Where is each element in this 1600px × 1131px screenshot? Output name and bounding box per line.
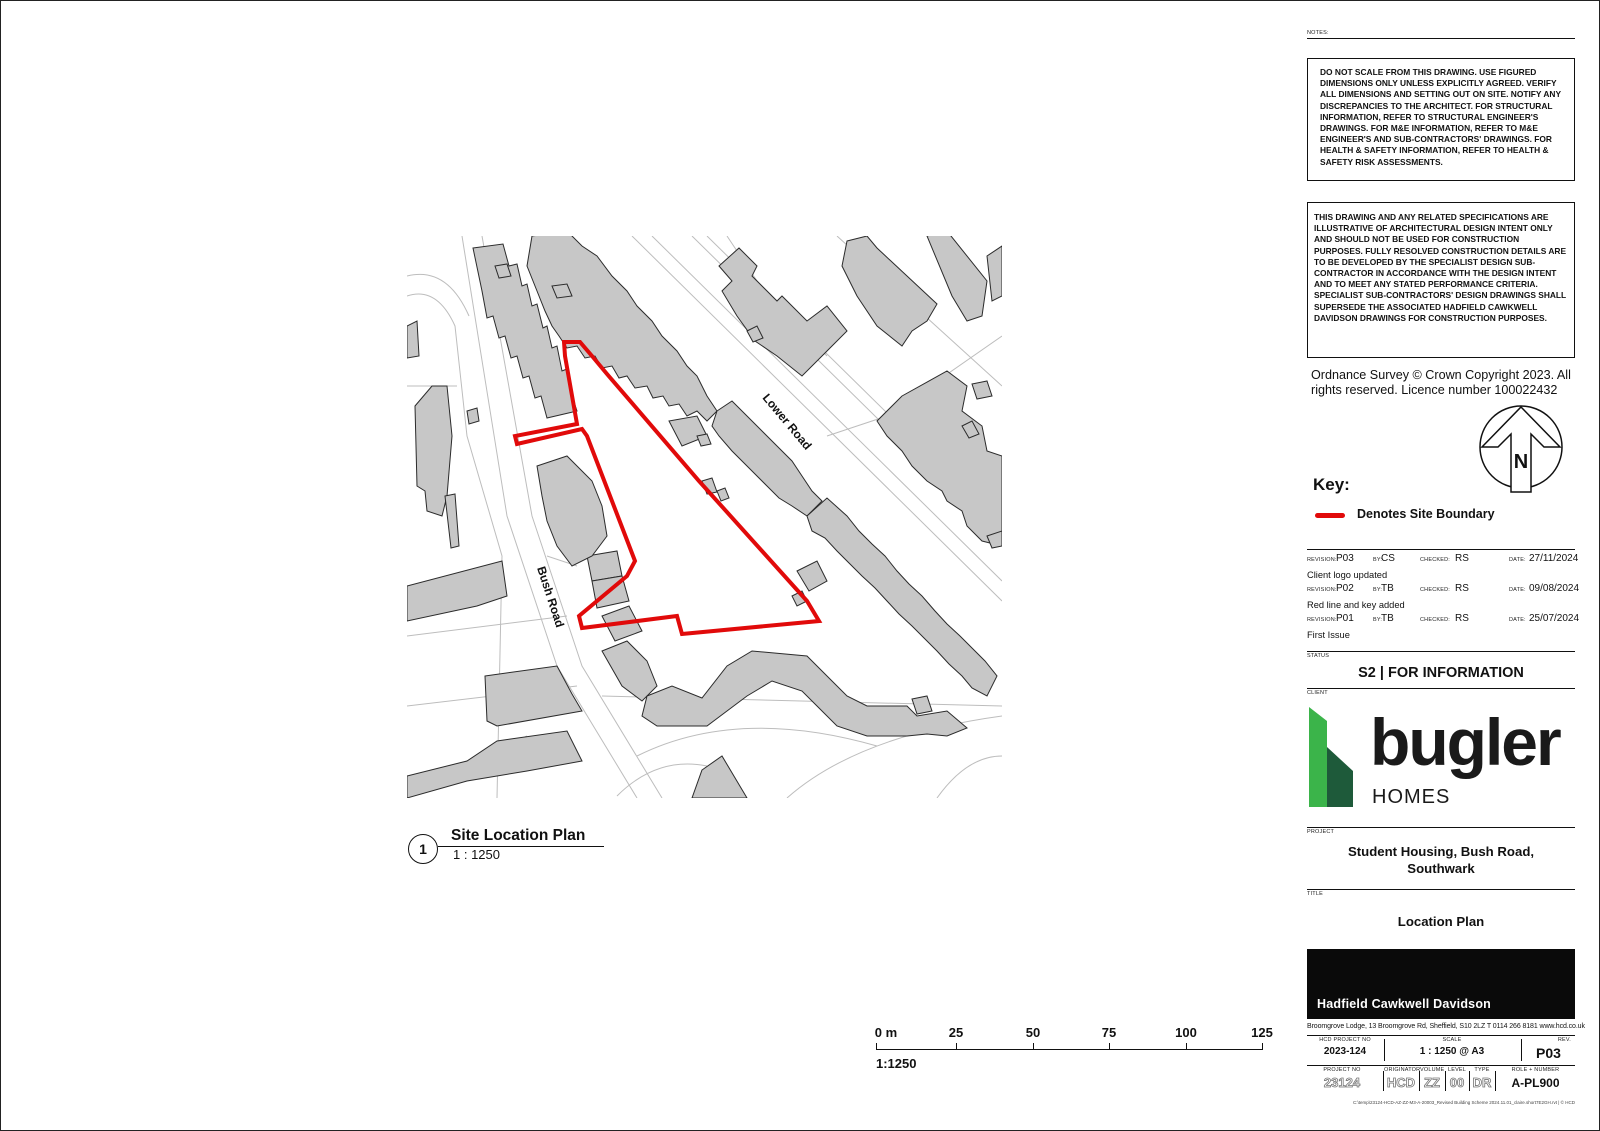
rev-label: REV. bbox=[1557, 1037, 1571, 1043]
scale-bar-label: 0 m bbox=[874, 1025, 898, 1040]
revision-row bbox=[1307, 583, 1580, 597]
view-number-bubble: 1 bbox=[408, 834, 438, 864]
revision-label: REVISION: bbox=[1307, 557, 1337, 563]
hcd-project-no-label: HCD PROJECT NO bbox=[1319, 1037, 1371, 1043]
by-label: BY: bbox=[1373, 617, 1383, 623]
street-label-bush-road: Bush Road bbox=[534, 564, 568, 630]
volume-value: ZZ bbox=[1424, 1075, 1440, 1090]
scale-bar-tick bbox=[1262, 1043, 1263, 1050]
practice-name: Hadfield Cawkwell Davidson bbox=[1317, 997, 1491, 1011]
scale-bar-tick bbox=[1033, 1043, 1034, 1050]
client-label: CLIENT bbox=[1307, 690, 1328, 696]
checked-label: CHECKED: bbox=[1420, 587, 1451, 593]
date-value: 27/11/2024 bbox=[1529, 553, 1579, 564]
revision-row bbox=[1307, 613, 1580, 627]
title-label: TITLE bbox=[1307, 891, 1323, 897]
scale-cell bbox=[1385, 1037, 1519, 1063]
notes-rule bbox=[1307, 38, 1575, 39]
scale-value: 1 : 1250 @ A3 bbox=[1419, 1046, 1485, 1057]
revision-description: First Issue bbox=[1307, 630, 1350, 640]
title-rule bbox=[1307, 889, 1575, 890]
notes-label: NOTES: bbox=[1307, 30, 1329, 36]
buildings bbox=[407, 236, 1002, 798]
scale-label: SCALE bbox=[1442, 1037, 1462, 1043]
hcd-project-no-cell bbox=[1307, 1037, 1383, 1063]
key-title: Key: bbox=[1313, 475, 1350, 494]
key-red-line bbox=[1315, 513, 1345, 518]
checked-value: RS bbox=[1455, 553, 1469, 564]
rev-cell bbox=[1522, 1037, 1575, 1063]
role-number-cell bbox=[1496, 1067, 1575, 1093]
checked-value: RS bbox=[1455, 613, 1469, 624]
hcd-project-no-value: 2023-124 bbox=[1323, 1046, 1367, 1057]
scale-bar-label: 100 bbox=[1175, 1025, 1197, 1040]
revision-top-rule bbox=[1307, 549, 1575, 550]
by-value: TB bbox=[1381, 583, 1394, 594]
scale-bar-line bbox=[876, 1049, 1263, 1050]
file-path: C:\temp\23124-HCD-AZ-ZZ-M3-A-20003_Revised Building Scheme 2024.11.01_claire.short7E2GH.rvt | © HCD bbox=[1353, 1100, 1575, 1105]
scale-bar-label: 50 bbox=[1025, 1025, 1041, 1040]
checked-label: CHECKED: bbox=[1420, 617, 1451, 623]
scale-bar-label: 75 bbox=[1101, 1025, 1117, 1040]
key-label: Denotes Site Boundary bbox=[1357, 507, 1495, 521]
scale-bar-tick bbox=[876, 1043, 877, 1050]
project-name: Student Housing, Bush Road, Southwark bbox=[1347, 844, 1535, 876]
revision-value: P02 bbox=[1336, 583, 1354, 594]
by-value: CS bbox=[1381, 553, 1395, 564]
level-label: LEVEL bbox=[1447, 1067, 1467, 1073]
revision-label: REVISION: bbox=[1307, 587, 1337, 593]
practice-address: Broomgrove Lodge, 13 Broomgrove Rd, Sheffield, S10 2LZ T 0114 266 8181 www.hcd.co.uk bbox=[1307, 1023, 1585, 1030]
by-label: BY: bbox=[1373, 587, 1383, 593]
originator-cell bbox=[1384, 1067, 1421, 1093]
client-rule bbox=[1307, 688, 1575, 689]
scale-bar-label: 25 bbox=[948, 1025, 964, 1040]
checked-label: CHECKED: bbox=[1420, 557, 1451, 563]
street-label-lower-road: Lower Road bbox=[759, 390, 815, 453]
notes-design-intent: THIS DRAWING AND ANY RELATED SPECIFICATIONS ARE ILLUSTRATIVE OF ARCHITECTURAL DESIGN INTENT ONLY AND SHOULD NOT BE USED FOR CONSTRUCTION PURPOSES. FULLY RESOLVED CONSTRUCTION DETAILS ARE TO BE DEVELOPED BY THE SPECIALIST DESIGN SUB-CONTRACTOR IN ACCORDANCE WITH THE DESIGN INTENT AND TO MEET ANY STATED PERFORMANCE CRITERIA. SPECIALIST SUB-CONTRACTORS' DESIGN DRAWINGS SHALL SUPERSEDE THE ASSOCIATED HADFIELD CAWKWELL DAVIDSON DRAWINGS FOR CONSTRUCTION PURPOSES. bbox=[1307, 202, 1575, 358]
client-logo-sub: HOMES bbox=[1372, 786, 1451, 808]
date-label: DATE: bbox=[1509, 587, 1526, 593]
project-no-label: PROJECT NO bbox=[1323, 1067, 1361, 1073]
project-label: PROJECT bbox=[1307, 829, 1335, 835]
type-cell bbox=[1470, 1067, 1494, 1093]
role-number-label: ROLE + NUMBER bbox=[1511, 1067, 1560, 1073]
project-no-cell bbox=[1307, 1067, 1377, 1093]
north-arrow-icon bbox=[1478, 404, 1564, 500]
type-value: DR bbox=[1472, 1075, 1492, 1090]
map-drawing bbox=[407, 236, 1002, 798]
revision-description: Client logo updated bbox=[1307, 570, 1388, 580]
rev-value: P03 bbox=[1536, 1045, 1561, 1061]
title-block bbox=[1307, 1, 1585, 1131]
level-value: 00 bbox=[1449, 1075, 1465, 1090]
revision-label: REVISION: bbox=[1307, 617, 1337, 623]
by-value: TB bbox=[1381, 613, 1394, 624]
scale-bar-label: 125 bbox=[1251, 1025, 1273, 1040]
view-scale: 1 : 1250 bbox=[453, 847, 500, 862]
role-number-value: A-PL900 bbox=[1511, 1076, 1560, 1090]
bugler-logo-icon bbox=[1307, 707, 1575, 811]
site-location-map bbox=[407, 236, 1002, 798]
status-value: S2 | FOR INFORMATION bbox=[1358, 665, 1524, 681]
originator-value: HCD bbox=[1386, 1075, 1416, 1090]
view-title: Site Location Plan bbox=[451, 827, 586, 844]
field-grid-rule bbox=[1307, 1065, 1575, 1066]
client-logo bbox=[1307, 707, 1575, 811]
scale-bar-tick bbox=[1186, 1043, 1187, 1050]
status-rule bbox=[1307, 651, 1575, 652]
date-value: 09/08/2024 bbox=[1529, 583, 1580, 594]
revision-description: Red line and key added bbox=[1307, 600, 1405, 610]
notes-general: DO NOT SCALE FROM THIS DRAWING. USE FIGURED DIMENSIONS ONLY UNLESS EXPLICITLY AGREED. VERIFY ALL DIMENSIONS AND SETTING OUT ON SITE. NOTIFY ANY DISCREPANCIES TO THE ARCHITECT. FOR STRUCTURAL INFORMATION, REFER TO STRUCTURAL ENGINEER'S DRAWINGS. FOR M&E INFORMATION, REFER TO M&E ENGINEER'S AND SUB-CONTRACTORS' DRAWINGS. FOR HEALTH & SAFETY INFORMATION, REFER TO HEALTH & SAFETY RISK ASSESSMENTS. bbox=[1307, 58, 1575, 181]
originator-label: ORIGINATOR bbox=[1384, 1067, 1421, 1073]
status-label: STATUS bbox=[1307, 653, 1330, 659]
checked-value: RS bbox=[1455, 583, 1469, 594]
field-grid-rule bbox=[1307, 1035, 1575, 1036]
client-logo-word: bugler bbox=[1370, 707, 1560, 779]
north-label: N bbox=[1513, 451, 1529, 473]
revision-value: P03 bbox=[1336, 553, 1354, 564]
drawing-title: Location Plan bbox=[1397, 914, 1485, 929]
revision-row bbox=[1307, 553, 1579, 567]
type-label: TYPE bbox=[1474, 1067, 1490, 1073]
revision-value: P01 bbox=[1336, 613, 1354, 624]
volume-cell bbox=[1420, 1067, 1444, 1093]
level-cell bbox=[1446, 1067, 1468, 1093]
date-label: DATE: bbox=[1509, 557, 1526, 563]
project-rule bbox=[1307, 827, 1575, 828]
date-label: DATE: bbox=[1509, 617, 1526, 623]
scale-bar-tick bbox=[956, 1043, 957, 1050]
scale-bar-ratio: 1:1250 bbox=[876, 1056, 917, 1071]
volume-label: VOLUME bbox=[1420, 1067, 1445, 1073]
by-label: BY: bbox=[1373, 557, 1383, 563]
scale-bar bbox=[876, 1025, 1271, 1065]
practice-banner bbox=[1307, 949, 1575, 1019]
os-copyright: Ordnance Survey © Crown Copyright 2023. All rights reserved. Licence number 100022432 bbox=[1311, 368, 1571, 397]
date-value: 25/07/2024 bbox=[1529, 613, 1580, 624]
project-no-value: 23124 bbox=[1323, 1075, 1361, 1090]
scale-bar-tick bbox=[1109, 1043, 1110, 1050]
